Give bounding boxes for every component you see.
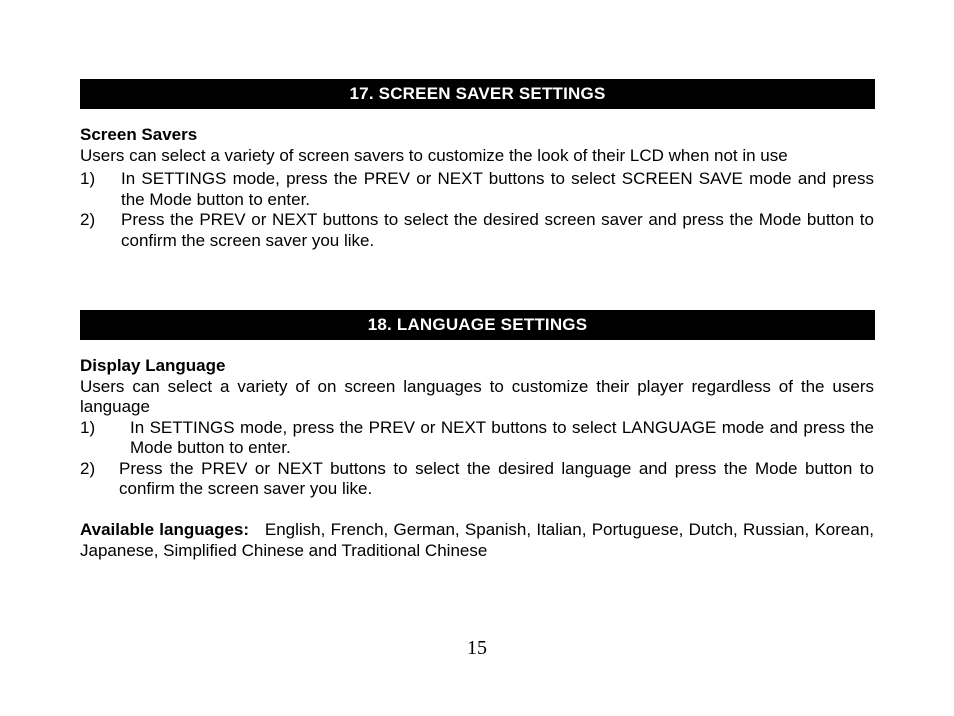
list-item [80, 210, 874, 251]
list-item-text: Press the PREV or NEXT buttons to select the desired language and press the Mode button to confirm the screen saver you like. [119, 458, 874, 498]
list-item [80, 459, 874, 500]
display-language-heading: Display Language [80, 356, 226, 375]
display-language-intro: Users can select a variety of on screen languages to customize their player regardless of the users language [80, 376, 874, 416]
list-item-text: Press the PREV or NEXT buttons to select the desired screen saver and press the Mode button to confirm the screen saver you like. [121, 210, 874, 250]
list-item-text: In SETTINGS mode, press the PREV or NEXT buttons to select LANGUAGE mode and press the Mode button to enter. [130, 417, 874, 457]
list-item [80, 169, 874, 210]
spacer [80, 500, 874, 521]
list-item-number: 1) [80, 169, 96, 188]
list-item-number: 1) [80, 417, 96, 437]
page-number: 15 [467, 637, 487, 659]
section-17-title: 17. SCREEN SAVER SETTINGS [349, 84, 606, 103]
available-languages-list: English, French, German, Spanish, Italian, Portuguese, Dutch, Russian, Korean, Japanese, Simplified Chinese and Traditional Chinese [80, 520, 875, 560]
section-18-title-bar [80, 310, 875, 340]
list-item-number: 2) [80, 458, 96, 478]
available-languages [80, 520, 874, 561]
available-languages-label: Available languages: [80, 520, 250, 539]
section-17-title-bar [80, 79, 875, 109]
section-18-body [80, 356, 874, 561]
list-item-number: 2) [80, 210, 96, 229]
list-item-text: In SETTINGS mode, press the PREV or NEXT buttons to select SCREEN SAVE mode and press the Mode button to enter. [121, 169, 874, 209]
list-item [80, 418, 874, 459]
section-17-body [80, 125, 874, 251]
screen-savers-heading: Screen Savers [80, 125, 198, 144]
screen-savers-intro: Users can select a variety of screen savers to customize the look of their LCD when not in use [80, 145, 788, 165]
section-18-title: 18. LANGUAGE SETTINGS [367, 315, 588, 334]
